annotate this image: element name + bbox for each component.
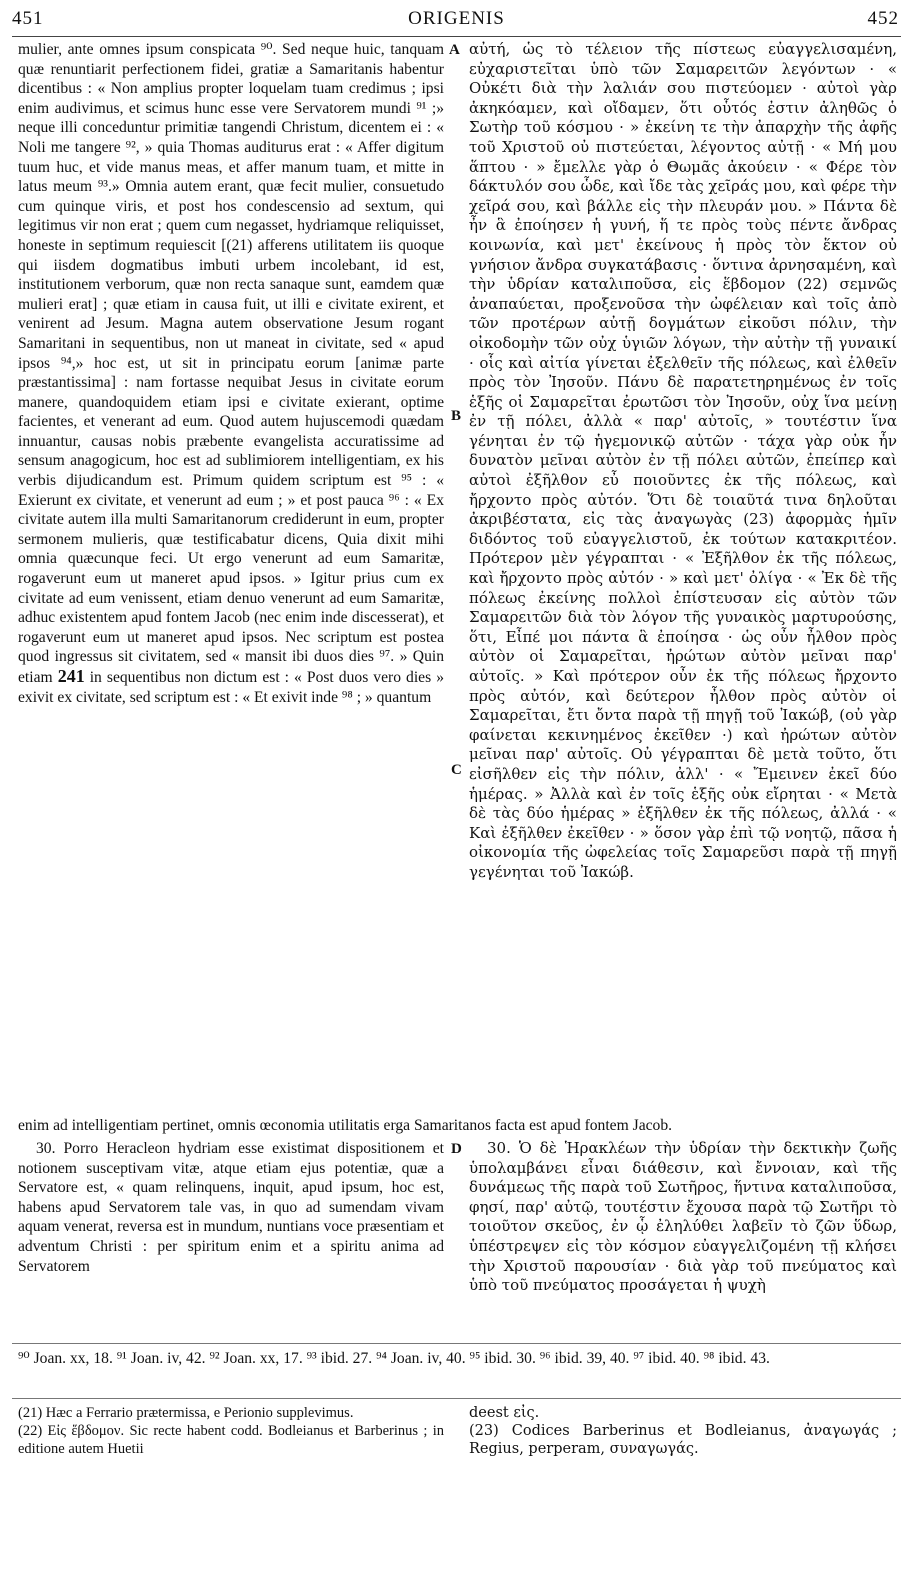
greek-paragraph-30: 30. Ὁ δὲ Ἡρακλέων τὴν ὑδρίαν τὴν δεκτικὴν ζωῆς ὑπολαμβάνει εἶναι διάθεσιν, καὶ ἔννοιαν, καὶ τῆς δυνάμεως τῆς παρὰ τοῦ Σωτῆρος, ἥντινα καταλιποῦσα, φησί, παρ' αὐτῷ, τουτέστιν ἔχουσα παρὰ τῷ Σωτῆρι τὸ τοιοῦτον σκεῦος, ἐν ᾧ ἐληλύθει λαβεῖν τὸ ζῶν ὕδωρ, ὑπέστρεψεν εἰς τὸν κόσμον εὐαγγελιζομένη τῇ κλήσει τὴν Χριστοῦ παρουσίαν · διὰ γὰρ τοῦ πνεύματος καὶ ὑπὸ τοῦ πνεύματος προσάγεται ἡ ψυχὴ xyxy=(469,1139,897,1295)
footnote-rule-2 xyxy=(12,1398,901,1399)
section-marker-c: C xyxy=(451,762,462,778)
greek-paragraph: αὐτή, ὡς τὸ τέλειον τῆς πίστεως εὐαγγελισαμένη, εὐχαριστεῖται ὑπὸ τῶν Σαμαρειτῶν λεγόντων · « Οὐκέτι διὰ τὴν λαλιάν σου πιστεύομεν · αὐτοὶ γὰρ ἀκηκόαμεν, καὶ οἴδαμεν, ὅτι οὗτός ἐστιν ἀληθῶς ὁ Σωτὴρ τοῦ κόσμου · » ἐκείνη τε τὴν ἀπαρχὴν τῆς ἀφῆς τοῦ Χριστοῦ οὐ πιστεύεται, λέγοντος αὐτῇ · « Μή μου ἅπτου · » ἔμελλε γὰρ ὁ Θωμᾶς ἀκούειν · « Φέρε τὸν δάκτυλόν σου ὧδε, καὶ ἴδε τὰς χεῖράς μου, καὶ φέρε τὴν χεῖρά σου, καὶ βάλλε εἰς τὴν πλευράν μου. » Πάντα δὲ ἦν ἃ ἐποίησεν ἡ γυνή, ἥ τε πρὸς τοὺς πέντε ἄνδρας κοινωνία, καὶ μετ' ἐκείνους ἡ πρὸς τὸν ἕκτον οὐ γνήσιον ἄνδρα συγκατάβασις · ὅντινα ἀρνησαμένη, καὶ τὴν ὑδρίαν καταλιποῦσα, εἰς ἕβδομον (22) σεμνῶς ἀναπαύεται, προξενοῦσα τὴν ὠφέλειαν καὶ τοῖς ἀπὸ τῶν προτέρων αὐτῇ δογμάτων εἰκοῦσι πόλιν, τὴν οἰκοδομὴν τῶν οὐχ ὑγιῶν λόγων, τὴν αὐτὴν τῇ γυναικί · οἷς καὶ αἰτία γίνεται ἐξελθεῖν τῆς πόλεως, καὶ ἐλθεῖν πρὸς τὸν Ἰησοῦν. Πάνυ δὲ παρατετηρημένως ἐν τοῖς ἑξῆς οἱ Σαμαρεῖται ἐρωτῶσι τὸν Ἰησοῦν, οὐχ ἵνα μείνῃ ἐν τῇ πόλει, ἀλλὰ « παρ' αὐτοῖς, » τουτέστιν ἵνα γένηται ἐν τῷ ἡγεμονικῷ αὐτῶν · τάχα γὰρ οὐκ ἦν δυνατὸν μεῖναι αὐτὸν ἐν τῇ πόλει αὐτῶν, ἐπείπερ καὶ αὐτοὶ ἐξῆλθον εὖ ποιοῦντες ἐκ τῆς πόλεως, καὶ ἤρχοντο πρὸς αὐτόν. Ὅτι δὲ τοιαῦτά τινα δηλοῦται ἀκριβέστατα, εἰς τὰς ἀναγωγὰς (23) ἀφορμὰς ἡμῖν διδόντος τοῦ εὐαγγελιστοῦ, ἐκ τούτων κατακριτέον. Πρότερον μὲν γέγραπται · « Ἐξῆλθον ἐκ τῆς πόλεως, καὶ ἤρχοντο πρὸς αὐτόν · » καὶ μετ' ὀλίγα · « Ἐκ δὲ τῆς πόλεως ἐκείνης πολλοὶ ἐπίστευσαν εἰς αὐτὸν τῶν Σαμαρειτῶν διὰ τὸν λόγον τῆς γυναικὸς μαρτυρούσης, ὅτι, Εἶπέ μοι πάντα ἃ ἐποίησα · ὡς οὖν ἦλθον πρὸς αὐτὸν οἱ Σαμαρεῖται, ἠρώτων αὐτὸν μεῖναι παρ' αὐτοῖς. » Καὶ πρότερον οὖν ἐκ τῆς πόλεως ἤρχοντο πρὸς αὐτόν, καὶ δεύτερον ἦλθον πρὸς αὐτὸν οἱ Σαμαρεῖται, ἔτι ὄντα παρὰ τῇ πηγῇ τοῦ Ἰακώβ, (οὐ γὰρ φαίνεται κεκινημένος ἐκεῖθεν ·) καὶ ἠρώτων αὐτὸν μεῖναι παρ' αὐτοῖς. Οὐ γέγραπται δὲ μετὰ τοῦτο, ὅτι εἰσῆλθεν εἰς τὴν πόλιν, ἀλλ' · « Ἔμεινεν ἐκεῖ δύο ἡμέρας. » Ἀλλὰ καὶ ἐν τοῖς ἑξῆς οὐκ εἴρηται · « Μετὰ δὲ τὰς δύο ἡμέρας » ἐξῆλθεν ἐκ τῆς πόλεως, ἀλλά · « Καὶ ἐξῆλθεν ἐκεῖθεν · » ὅσον γὰρ ἐπὶ τῷ νοητῷ, πᾶσα ἡ οἰκονομία τῆς ὠφελείας τοῖς Σαμαρεῦσι παρὰ τῇ πηγῇ γεγένηται τοῦ Ἰακώβ. xyxy=(469,40,897,881)
latin-paragraph xyxy=(18,40,444,707)
column-number: 241 xyxy=(57,666,85,686)
page-number-left: 451 xyxy=(12,8,44,29)
footnote: deest εἰς. xyxy=(469,1405,540,1421)
latin-column-upper xyxy=(18,40,444,707)
footnote: (21) Hæc a Ferrario prætermissa, e Perionio supplevimus. xyxy=(18,1405,354,1421)
footnote: (23) Codices Barberinus et Bodleianus, ἀναγωγάς ; Regius, perperam, συναγωγάς. xyxy=(469,1423,897,1457)
latin-text: mulier, ante omnes ipsum conspicata ⁹⁰. Sed neque huic, tanquam quæ renuntiarit perfectionem fidei, gratiæ a Samaritanis habentur dicentibus : « Non amplius propter loquelam tuam credimus ; ipsi enim audivimus, et scimus hunc esse vere Servatorem mundi ⁹¹ ;» neque illi conceduntur primitiæ tangendi Christum, dicentem ei : « Noli me tangere ⁹², » quia Thomas auditurus erat : « Affer digitum tuum huc, et vide manus meas, et affer manum tuam, et mitte in latus meum ⁹³.» Omnia autem erant, quæ fecit mulier, consuetudo cum quinque viris, et post hos condescensio ad sextum, qui legitimus vir non erat ; quem cum negasset, hydriamque reliquisset, honeste in septimum requiescit [(21) afferens utilitatem iis quoque qui iisdem dogmatibus imbuti urbem incolebant, id est, institutionem verborum, quæ non recta sanaque sunt, eamdem quæ mulieri erat] ; quæ etiam in causa fuit, ut illi e civitate exirent, et venirent ad Jesum. Magna autem observatione Jesum rogant Samaritani in sequentibus, non ut maneat in civitate, sed « apud ipsos ⁹⁴,» hoc est, ut sit in principatu eorum [animæ parte præstantissima] : nam fortasse nequibat Jesus in civitate eorum manere, quandoquidem etiam ipsi e civitate exierant, optime facientes, et venerant ad eum. Quod autem hujuscemodi quædam innuantur, causas nobis præbente evangelista accuratissime ad sensum anagogicum, hoc est ad sublimiorem intelligentiam, ex his verbis dijudicandum est. Primum quidem scriptum est ⁹⁵ : « Exierunt ex civitate, et venerunt ad eum ; » et post pauca ⁹⁶ : « Ex civitate autem illa multi Samaritanorum crediderunt in eum, propter sermonem mulieris, quæ testificabatur dicens, Quia dixit mihi omnia quæcunque feci. Ut ergo venerunt ad eum Samaritæ, rogaverunt eum ut maneret apud ipsos. » Igitur prius cum ex civitate ad eum venissent, etiam denuo venerunt ad eum Samaritæ, adhuc existentem apud fontem Jacob (nec enim inde discesserat), et rogaverunt eum ut maneret apud ipsos. Nec scriptum est postea quod ingressus sit civitatem, sed « mansit ibi duos dies ⁹⁷. » Quin etiam xyxy=(18,41,444,686)
section-marker-a: A xyxy=(449,42,460,58)
scripture-references: ⁹⁰ Joan. xx, 18. ⁹¹ Joan. iv, 42. ⁹² Joan. xx, 17. ⁹³ ibid. 27. ⁹⁴ Joan. iv, 40. ⁹⁵ ibid. 30. ⁹⁶ ibid. 39, 40. ⁹⁷ ibid. 40. ⁹⁸ ibid. 43. xyxy=(18,1350,770,1367)
bridge-line: enim ad intelligentiam pertinet, omnis œconomia utilitatis erga Samaritanos facta est apud fontem Jacob. xyxy=(18,1117,673,1134)
footnote-rule xyxy=(12,1343,901,1344)
header-rule xyxy=(12,36,901,37)
footnote: (22) Εἰς ἕβδομον. Sic recte habent codd. Bodleianus et Barberinus ; in editione autem Huetii xyxy=(18,1423,444,1457)
greek-column-upper xyxy=(469,40,897,883)
latin-paragraph-30: 30. Porro Heracleon hydriam esse existimat dispositionem et notionem susceptivam vitæ, atque etiam ejus potentiæ, quæ a Servatore est, « quam relinquens, inquit, apud ipsum, hoc est, habens apud Servatorem tale vas, in quo ad sumendam vivam aquam venerat, reversa est in mundum, nuntians voce præsentiam et adventum Christi : per spiritum enim et a spiritu anima ad Servatorem xyxy=(18,1140,444,1275)
footnotes-left xyxy=(18,1404,444,1458)
greek-column-lower xyxy=(469,1139,897,1296)
section-marker-b: B xyxy=(451,408,462,424)
page-number-right: 452 xyxy=(867,8,899,29)
latin-text-cont: in sequentibus non dictum est : « Post duos vero dies » exivit ex civitate, sed scriptum est : « Et exivit inde ⁹⁸ ; » quantum xyxy=(18,669,444,706)
footnotes-right xyxy=(469,1404,897,1458)
running-title: ORIGENIS xyxy=(408,8,505,29)
section-marker-d: D xyxy=(451,1141,462,1157)
latin-column-lower xyxy=(18,1139,444,1276)
